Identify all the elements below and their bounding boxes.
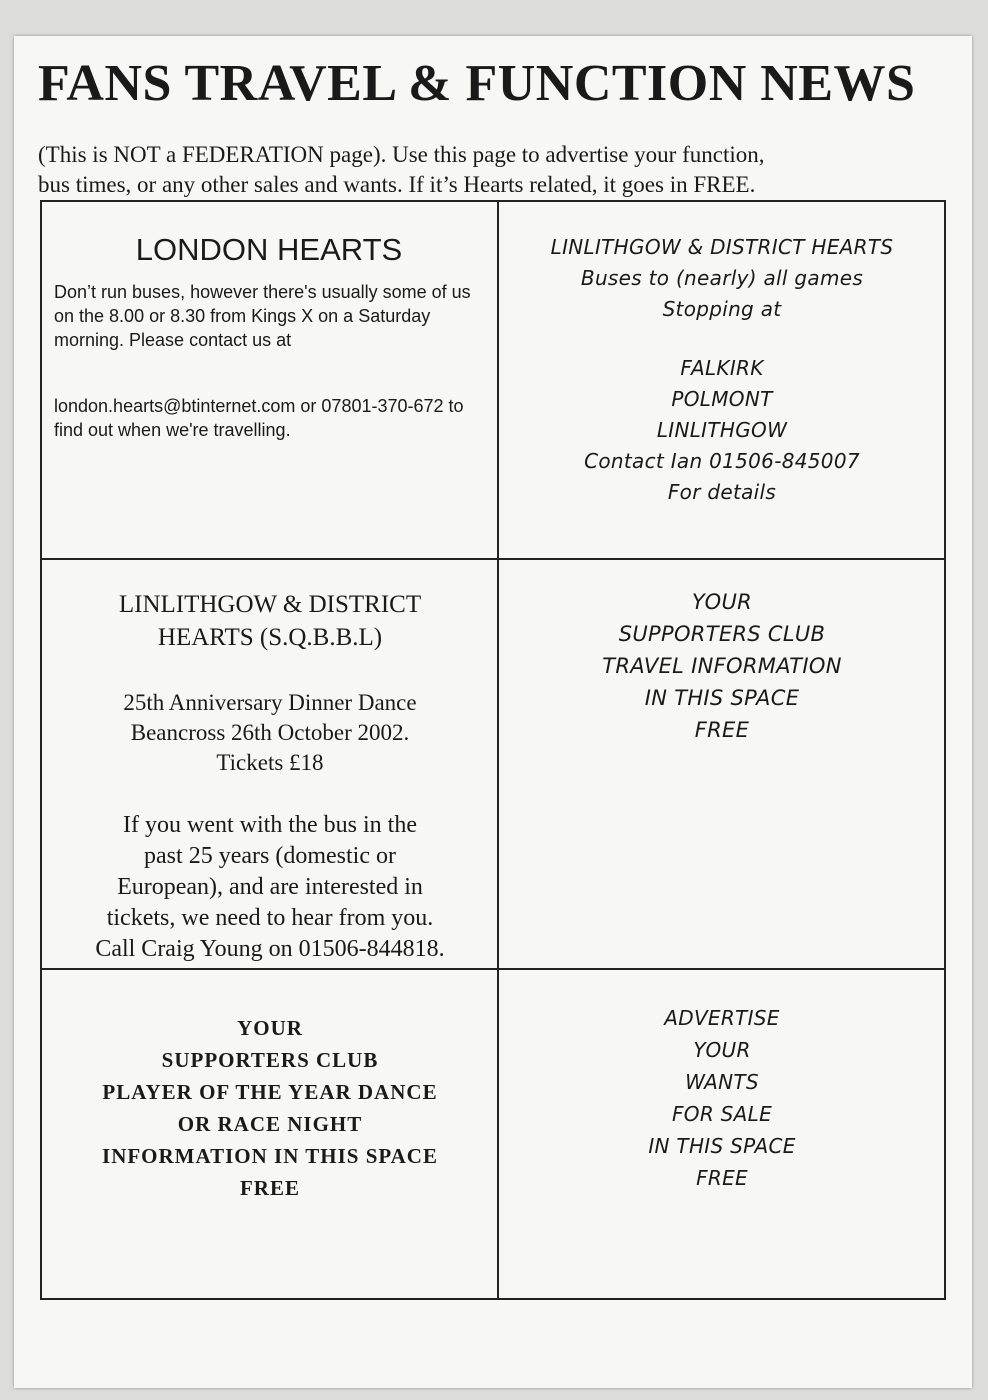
dinner-body-line-0: If you went with the bus in the	[123, 812, 417, 838]
advert-grid	[40, 200, 946, 1300]
dinner-body-line-4: Call Craig Young on 01506-844818.	[95, 936, 445, 962]
bus-line-3	[502, 325, 942, 353]
dance-line-4: INFORMATION IN THIS SPACE	[102, 1144, 438, 1168]
dinner-body-line-3: tickets, we need to hear from you.	[106, 905, 434, 931]
dance-line-0: YOUR	[237, 1016, 303, 1040]
dinner-heading-1: LINLITHGOW & DISTRICT	[118, 591, 422, 618]
advertise-panel	[502, 1002, 942, 1194]
advertise-line-4: IN THIS SPACE	[648, 1134, 796, 1158]
advertise-line-3: FOR SALE	[671, 1102, 773, 1126]
grid-divider-row-2	[42, 968, 944, 970]
page-title: FANS TRAVEL & FUNCTION NEWS	[38, 55, 916, 112]
dinner-dance-panel	[48, 588, 492, 965]
london-hearts-heading: LONDON HEARTS	[135, 232, 403, 267]
bus-line-0: LINLITHGOW & DISTRICT HEARTS	[550, 235, 894, 259]
bus-line-2: Stopping at	[662, 297, 782, 321]
intro-line-2: bus times, or any other sales and wants. If it’s Hearts related, it goes in FREE.	[38, 172, 756, 197]
intro-line-1: (This is NOT a FEDERATION page). Use this page to advertise your function,	[38, 142, 765, 167]
bus-line-6: LINLITHGOW	[656, 418, 788, 442]
grid-divider-row-1	[42, 558, 944, 560]
dance-line-1: SUPPORTERS CLUB	[161, 1048, 379, 1072]
dinner-event-line-1: 25th Anniversary Dinner Dance	[123, 690, 417, 715]
dinner-event-line-3: Tickets £18	[216, 750, 324, 775]
dance-line-3: OR RACE NIGHT	[177, 1112, 363, 1136]
bus-line-1: Buses to (nearly) all games	[580, 266, 864, 290]
bus-line-7: Contact Ian 01506-845007	[584, 449, 860, 473]
grid-divider-vertical	[497, 202, 499, 1298]
bus-line-4: FALKIRK	[680, 356, 764, 380]
dinner-body-line-2: European), and are interested in	[117, 874, 423, 900]
dance-line-2: PLAYER OF THE YEAR DANCE	[102, 1080, 438, 1104]
dinner-heading-2: HEARTS (S.Q.B.B.L)	[157, 624, 383, 651]
dinner-event-line-2: Beancross 26th October 2002.	[130, 720, 410, 745]
travel-info-panel	[502, 586, 942, 746]
travel-line-4: FREE	[694, 718, 750, 742]
advertise-line-1: YOUR	[693, 1038, 751, 1062]
advertise-line-2: WANTS	[685, 1070, 759, 1094]
dance-line-5: FREE	[239, 1176, 300, 1200]
travel-line-1: SUPPORTERS CLUB	[618, 622, 826, 646]
dinner-body-line-1: past 25 years (domestic or	[144, 843, 396, 869]
london-hearts-text-1: Don’t run buses, however there's usually some of us on the 8.00 or 8.30 from Kings X on a Saturday morning. Please contact us at	[54, 282, 471, 350]
advertise-line-5: FREE	[696, 1166, 748, 1190]
advertise-line-0: ADVERTISE	[664, 1006, 780, 1030]
bus-line-5: POLMONT	[671, 387, 773, 411]
linlithgow-buses-panel	[502, 232, 942, 508]
player-dance-panel	[48, 1012, 492, 1204]
travel-line-0: YOUR	[691, 590, 753, 614]
travel-line-3: IN THIS SPACE	[644, 686, 800, 710]
intro-text	[38, 140, 938, 200]
travel-line-2: TRAVEL INFORMATION	[602, 654, 842, 678]
bus-line-8: For details	[667, 480, 777, 504]
london-hearts-text-2: london.hearts@btinternet.com or 07801-370-672 to find out when we're travelling.	[54, 396, 464, 440]
london-hearts-panel	[54, 232, 484, 442]
